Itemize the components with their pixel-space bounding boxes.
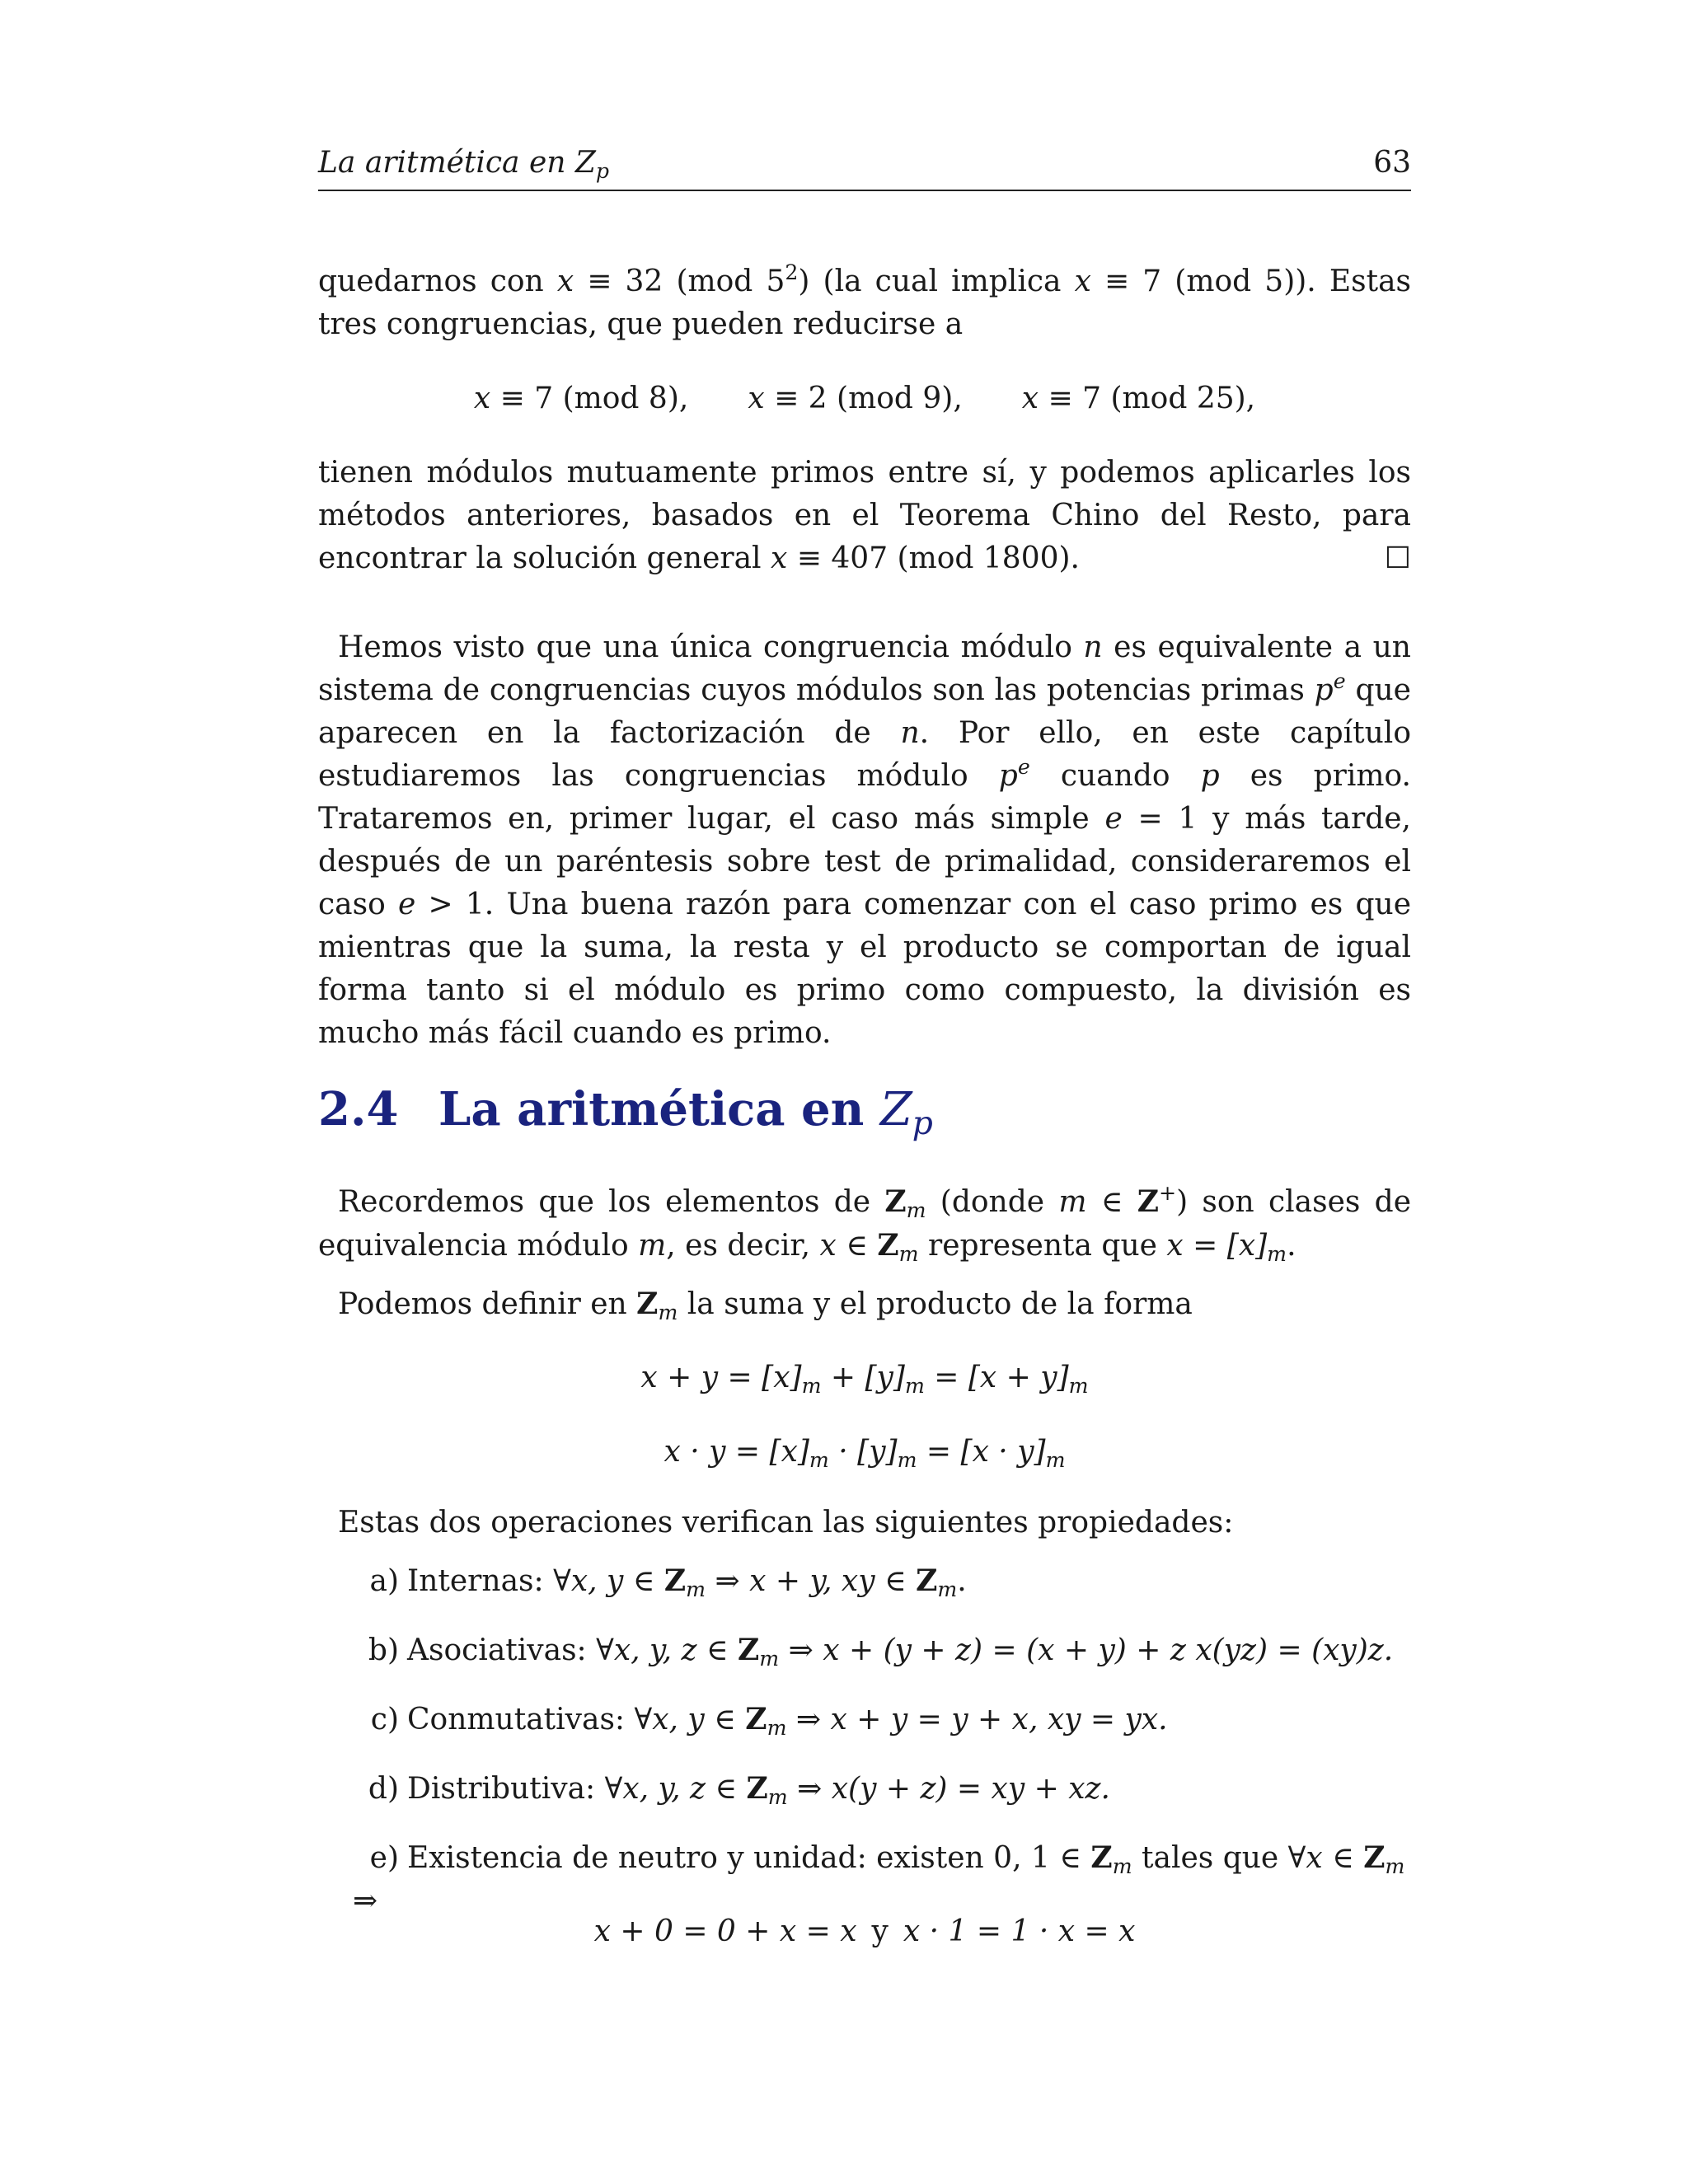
paragraph-properties-intro: Estas dos operaciones verifican las siguientes propiedades:: [338, 1506, 1234, 1540]
paragraph-define-operations: Podemos definir en $Z_m$ la suma y el producto de la forma: [338, 1286, 1193, 1325]
paragraph-general-solution: tienen módulos mutuamente primos entre sí, y podemos aplicarles los métodos anteriores, basados en el Teorema Chino del Resto, para encontrar la solución general x ≡ 407 (mod 1800). ☐: [318, 452, 1411, 580]
paragraph-congruences-intro: quedarnos con x ≡ 32 (mod $5^2$) (la cual implica x ≡ 7 (mod 5)). Estas tres congruencias, que pueden reducirse a: [318, 260, 1412, 341]
running-header: [318, 142, 1411, 191]
equation-product: $x \cdot y = [x]_m \cdot [y]_m = [x \cdot y]_m$: [663, 1435, 1066, 1473]
paragraph-zm-definition: Recordemos que los elementos de $Z_m$ (donde m ∈ Z+) son clases de equivalencia módulo m, es decir, x ∈ $Z_m$ representa que $x = [x]_m$.: [318, 1181, 1412, 1267]
list-item: b) Asociativas: ∀x, y, z ∈ $Z_m$ ⇒ x + (y + z) = (x + y) + z x(yz) = (xy)z.: [368, 1633, 1394, 1671]
qed-symbol: ☐: [1384, 541, 1411, 575]
equation-neutral-unit: x + 0 = 0 + x = x y x · 1 = 1 · x = x: [593, 1915, 1136, 1948]
list-item: e) Existencia de neutro y unidad: existen 0, 1 ∈ $Z_m$ tales que ∀x ∈ $Z_m$ ⇒: [353, 1840, 1405, 1918]
list-item: c) Conmutativas: ∀x, y ∈ $Z_m$ ⇒ x + y = y + x, xy = yx.: [370, 1702, 1168, 1741]
list-item: a) Internas: ∀x, y ∈ $Z_m$ ⇒ x + y, xy ∈ $Z_m$.: [369, 1563, 967, 1602]
section-heading: 2.4 La aritmética en $Z_p$: [318, 1082, 933, 1142]
list-item: d) Distributiva: ∀x, y, z ∈ $Z_m$ ⇒ x(y + z) = xy + xz.: [368, 1771, 1110, 1810]
header-title: La aritmética en $Z_p$: [318, 146, 610, 184]
paragraph-prime-powers: Hemos visto que una única congruencia módulo n es equivalente a un sistema de congruencias cuyos módulos son las potencias primas $p^e$ que aparecen en la factorización de n. Por ello, en este capítulo estudiaremos las congruencias módulo $p^e$ cuando p es primo. Trataremos en, primer lugar, el caso más simple e = 1 y más tarde, después de un paréntesis sobre test de primalidad, consideraremos el caso e > 1. Una buena razón para comenzar con el caso primo es que mientras que la suma, la resta y el producto se comportan de igual forma tanto si el módulo es primo como compuesto, la división es mucho más fácil cuando es primo.: [318, 630, 1411, 1050]
equation-congruence-system: x ≡ 7 (mod 8), x ≡ 2 (mod 9), x ≡ 7 (mod 25),: [473, 382, 1256, 415]
equation-sum: $x + y = [x]_m + [y]_m = [x + y]_m$: [640, 1361, 1089, 1399]
page-number: 63: [1373, 146, 1411, 180]
